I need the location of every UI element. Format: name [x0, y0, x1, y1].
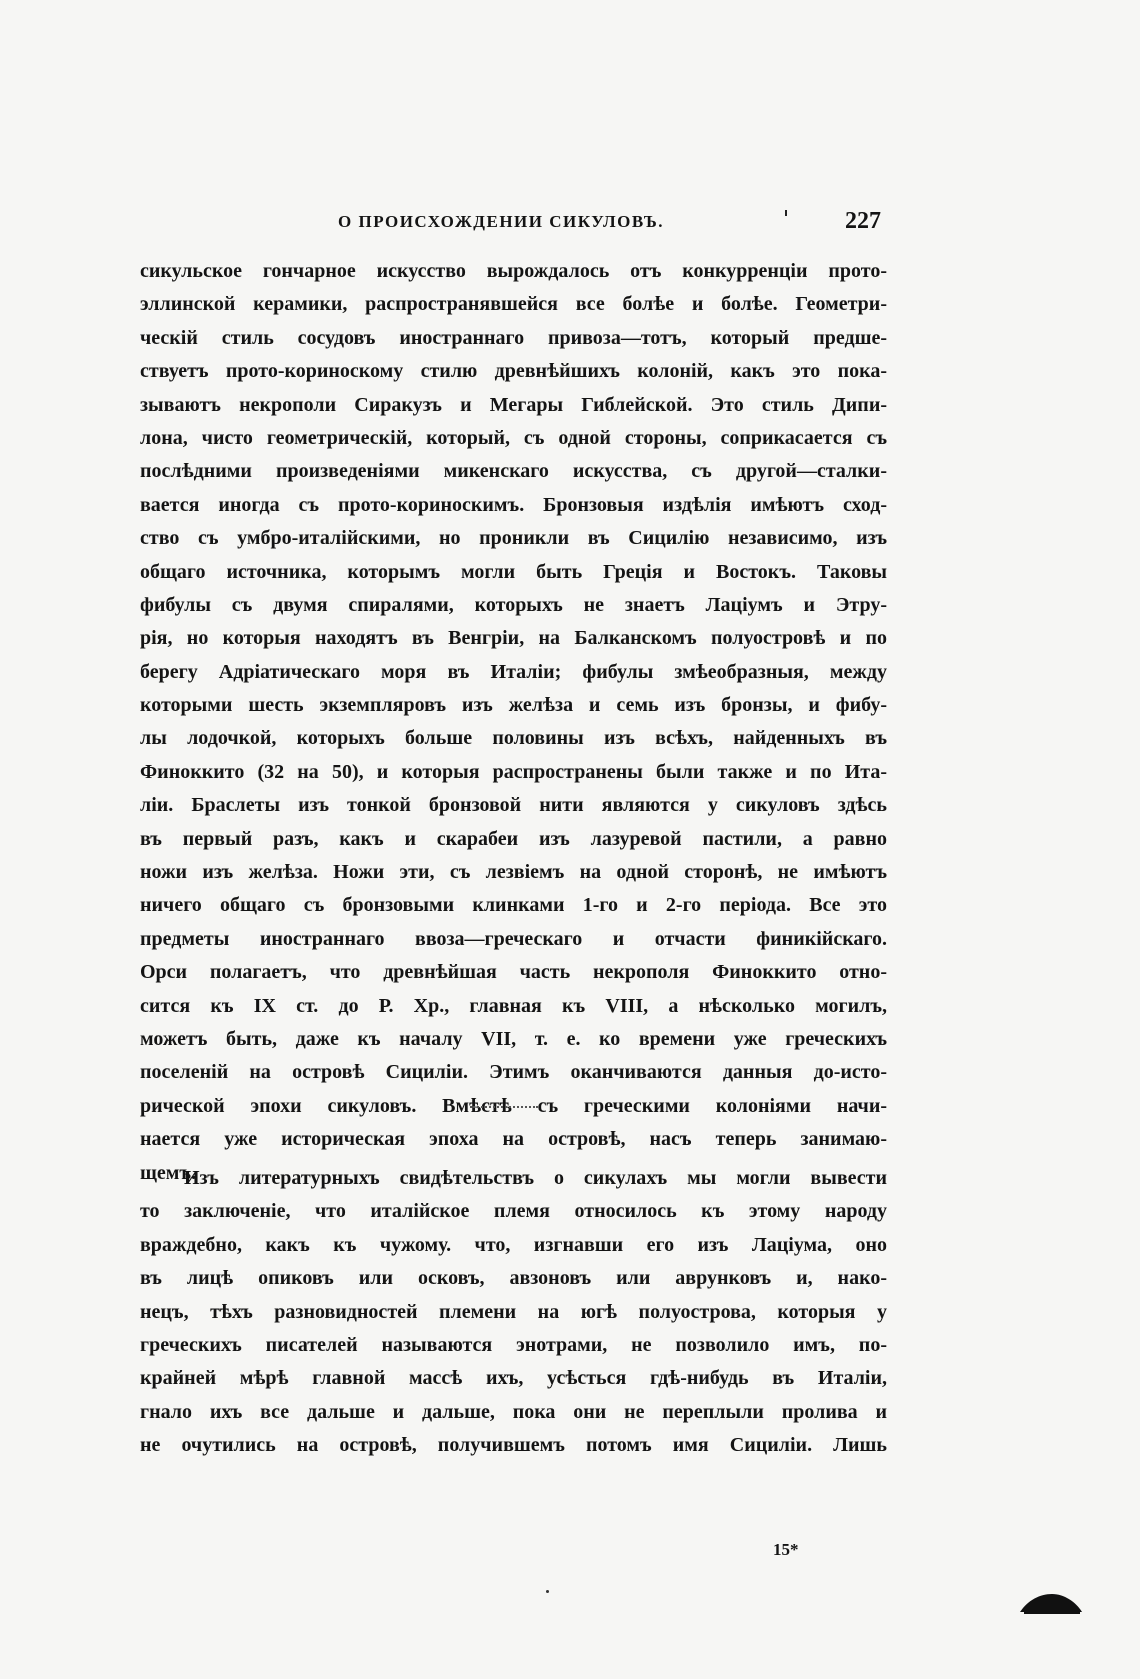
- text-line: ліи. Браслеты изъ тонкой бронзовой нити являются у сикуловъ здѣсь: [140, 794, 887, 817]
- paragraph-1: [140, 255, 887, 1190]
- text-line: поселеній на островѣ Сициліи. Этимъ оканчиваются данныя до-исто-: [140, 1061, 887, 1084]
- text-line: рія, но которыя находятъ въ Венгріи, на Балканскомъ полуостровѣ и по: [140, 627, 887, 650]
- text-line: послѣдними произведеніями микенскаго искусства, съ другой—сталки-: [140, 460, 887, 483]
- text-line: гнало ихъ все дальше и дальше, пока они не переплыли пролива и: [140, 1400, 887, 1423]
- text-line: Финоккито (32 на 50), и которыя распространены были также и по Ита-: [140, 760, 887, 783]
- text-line: крайней мѣрѣ главной массѣ ихъ, усѣсться гдѣ-нибудь въ Италіи,: [140, 1367, 887, 1390]
- text-line: общаго источника, которымъ могли быть Греція и Востокъ. Таковы: [140, 560, 887, 583]
- text-line: берегу Адріатическаго моря въ Италіи; фибулы змѣеобразныя, между: [140, 660, 887, 683]
- text-line: то заключеніе, что италійское племя относилось къ этому народу: [140, 1200, 887, 1223]
- text-line: Изъ литературныхъ свидѣтельствъ о сикулахъ мы могли вывести: [184, 1167, 887, 1189]
- printer-signature-mark: 15*: [773, 1540, 799, 1559]
- library-stamp-icon: [1018, 1590, 1084, 1616]
- text-line: враждебно, какъ къ чужому. что, изгнавши его изъ Лаціума, оно: [140, 1233, 887, 1256]
- text-line: греческихъ писателей называются энотрами, не позволило имъ, по-: [140, 1333, 887, 1356]
- text-line: не очутились на островѣ, получившемъ потомъ имя Сициліи. Лишь: [140, 1434, 887, 1457]
- text-line: эллинской керамики, распространявшейся все болѣе и болѣе. Геометри-: [140, 293, 887, 316]
- ink-speck: [546, 1590, 549, 1593]
- text-line: сится къ IX ст. до Р. Хр., главная къ VIII, а нѣсколько могилъ,: [140, 994, 887, 1017]
- section-separator: [470, 1106, 538, 1108]
- text-line: ство съ умбро-италійскими, но проникли въ Сицилію независимо, изъ: [140, 527, 887, 550]
- text-line: ничего общаго съ бронзовыми клинками 1-го и 2-го періода. Все это: [140, 894, 887, 917]
- text-line: рической эпохи сикуловъ. Вмѣстѣ съ греческими колоніями начи-: [140, 1094, 887, 1117]
- running-header-title: О ПРОИСХОЖДЕНИИ СИКУЛОВЪ.: [338, 212, 665, 231]
- text-line: фибулы съ двумя спиралями, которыхъ не знаетъ Лаціумъ и Этру-: [140, 593, 887, 616]
- text-line: нецъ, тѣхъ разновидностей племени на югѣ полуострова, которыя у: [140, 1300, 887, 1323]
- text-line: щемъ.: [140, 1161, 197, 1184]
- text-line: сикульское гончарное искусство вырождалось отъ конкурренціи прото-: [140, 260, 887, 282]
- text-line: въ лицѣ опиковъ или осковъ, авзоновъ или аврунковъ и, нако-: [140, 1267, 887, 1290]
- page-number: 227: [845, 208, 881, 234]
- text-line: которыми шесть экземпляровъ изъ желѣза и семь изъ бронзы, и фибу-: [140, 694, 887, 717]
- text-line: нается уже историческая эпоха на островѣ, насъ теперь занимаю-: [140, 1128, 887, 1151]
- text-line: въ первый разъ, какъ и скарабеи изъ лазуревой пастили, а равно: [140, 827, 887, 850]
- text-line: ческій стиль сосудовъ иностраннаго привоза—тотъ, который предше-: [140, 326, 887, 349]
- text-line: вается иногда съ прото-кориноскимъ. Бронзовыя издѣлія имѣютъ сход-: [140, 493, 887, 516]
- text-line: Орси полагаетъ, что древнѣйшая часть некрополя Финоккито отно-: [140, 961, 887, 984]
- text-line: можетъ быть, даже къ началу VII, т. е. ко времени уже греческихъ: [140, 1027, 887, 1050]
- text-line: ствуетъ прото-кориноскому стилю древнѣйшихъ колоній, какъ это пока-: [140, 360, 887, 383]
- text-line: зываютъ некрополи Сиракузъ и Мегары Гиблейской. Это стиль Дипи-: [140, 393, 887, 416]
- text-line: лона, чисто геометрическій, который, съ одной стороны, соприкасается съ: [140, 426, 887, 449]
- text-line: лы лодочкой, которыхъ больше половины изъ всѣхъ, найденныхъ въ: [140, 727, 887, 750]
- header-speck: [785, 210, 787, 216]
- text-line: ножи изъ желѣза. Ножи эти, съ лезвіемъ на одной сторонѣ, не имѣютъ: [140, 861, 887, 884]
- paragraph-2: [140, 1162, 887, 1463]
- text-line: предметы иностраннаго ввоза—греческаго и отчасти финикійскаго.: [140, 927, 887, 950]
